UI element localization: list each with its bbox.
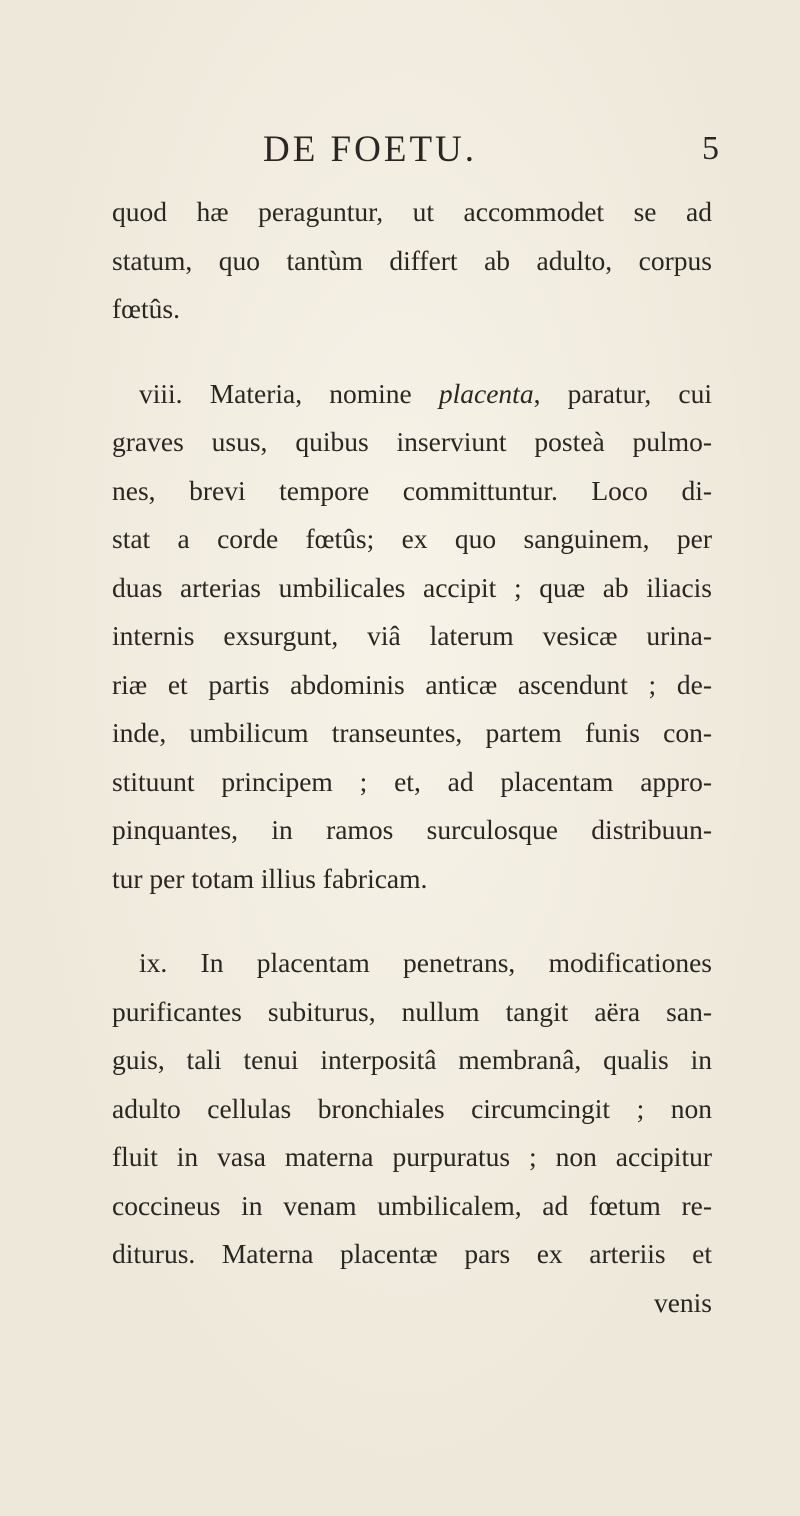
text-line: fluit in vasa materna purpuratus ; non accipitur bbox=[112, 1141, 712, 1172]
placenta-term: placenta bbox=[438, 377, 534, 409]
text-line: riæ et partis abdominis anticæ ascendunt ; de- bbox=[112, 668, 712, 700]
section-ix-first-line: ix. In placentam penetrans, modificationes bbox=[139, 947, 712, 978]
text-line: quod hæ peraguntur, ut accommodet se ad bbox=[112, 196, 712, 227]
section-viii-first-line bbox=[112, 370, 712, 419]
page-header bbox=[0, 118, 800, 178]
text-line: adulto cellulas bronchiales circumcingit ; non bbox=[112, 1092, 712, 1124]
text-line: inde, umbilicum transeuntes, partem funis con- bbox=[112, 717, 712, 748]
text-line: duas arterias umbilicales accipit ; quæ ab iliacis bbox=[112, 571, 712, 603]
text-line: diturus. Materna placentæ pars ex arteriis et bbox=[112, 1238, 712, 1269]
text-line: coccineus in venam umbilicalem, ad fœtum re- bbox=[112, 1189, 712, 1221]
text-line: stituunt principem ; et, ad placentam appro- bbox=[112, 765, 712, 797]
text-line: purificantes subiturus, nullum tangit aëra san- bbox=[112, 995, 712, 1027]
running-title: DE FOETU. bbox=[262, 129, 478, 170]
text-line: pinquantes, in ramos surculosque distribuun- bbox=[112, 814, 712, 845]
text-line: nes, brevi tempore committuntur. Loco di- bbox=[112, 474, 712, 506]
catchword: venis bbox=[653, 1286, 712, 1318]
page-number: 5 bbox=[702, 130, 719, 167]
text-line: guis, tali tenui interpositâ membranâ, qualis in bbox=[112, 1044, 712, 1075]
paragraph-gap bbox=[112, 334, 712, 370]
section-viii-lead: viii. Materia, nomine bbox=[139, 377, 439, 409]
text-line: tur per totam illius fabricam. bbox=[112, 862, 428, 894]
text-line: internis exsurgunt, viâ laterum vesicæ urina- bbox=[112, 620, 712, 651]
text-line: statum, quo tantùm differt ab adulto, corpus bbox=[112, 244, 712, 276]
paragraph-gap bbox=[112, 903, 712, 939]
text-line: stat a corde fœtûs; ex quo sanguinem, per bbox=[112, 523, 712, 554]
body-text bbox=[112, 188, 712, 1327]
section-viii-tail: , paratur, cui bbox=[533, 377, 712, 409]
text-line: graves usus, quibus inserviunt posteà pulmo- bbox=[112, 426, 712, 457]
text-line: fœtûs. bbox=[112, 293, 180, 324]
